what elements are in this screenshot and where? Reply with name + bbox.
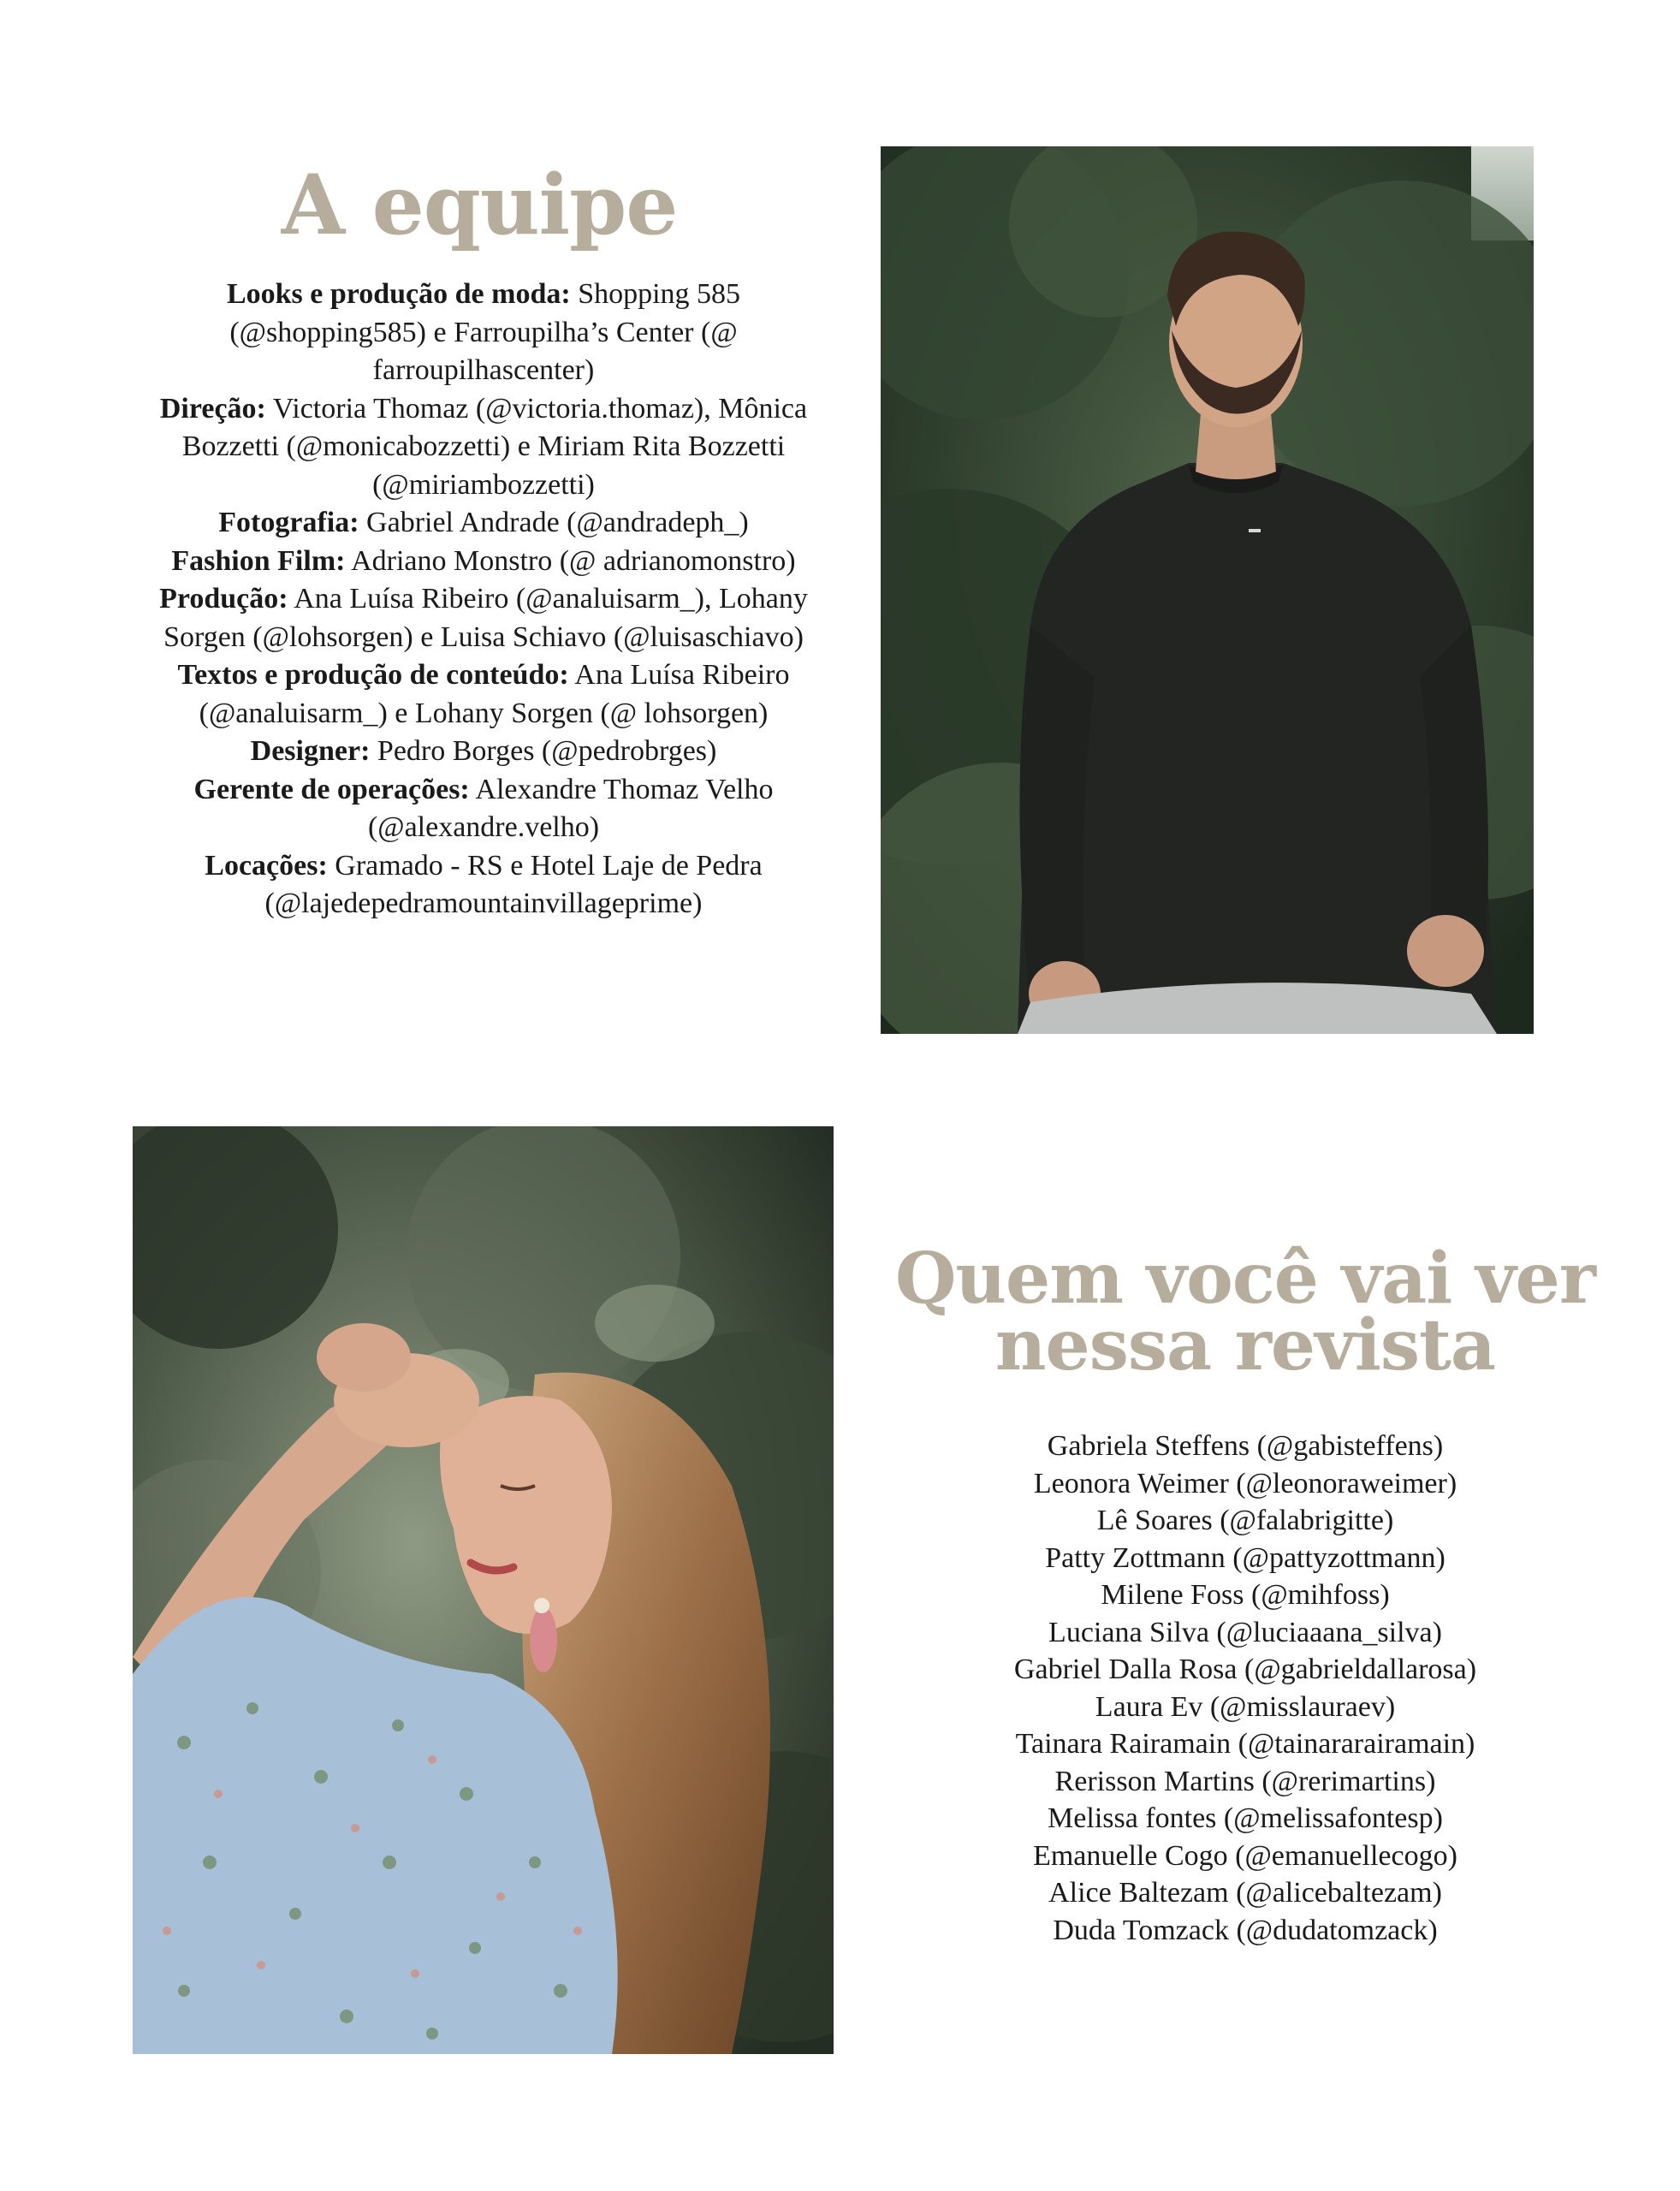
photo-woman-portrait xyxy=(133,1126,834,2054)
credit-content xyxy=(158,656,809,733)
credit-locations xyxy=(158,847,809,923)
list-item: Leonora Weimer (@leonoraweimer) xyxy=(1033,1467,1457,1499)
list-item: Tainara Rairamain (@tainararairamain) xyxy=(1015,1728,1475,1760)
list-item: Rerisson Martins (@rerimartins) xyxy=(1054,1765,1436,1797)
credit-text: Ana Luísa Ribeiro (@analuisarm_) e Lohany Sorgen (@ lohsorgen) xyxy=(199,659,790,729)
photo-man-portrait xyxy=(881,146,1534,1034)
credit-text: Pedro Borges (@pedrobrges) xyxy=(377,735,717,767)
credit-designer xyxy=(158,733,809,771)
credit-role: Locações: xyxy=(205,849,328,882)
credit-role: Gerente de operações: xyxy=(193,773,470,805)
team-credits xyxy=(158,276,809,923)
photo-woman-illustration xyxy=(133,1126,834,2054)
credit-operations xyxy=(158,771,809,847)
list-item: Lê Soares (@falabrigitte) xyxy=(1096,1505,1394,1536)
credit-text: Ana Luísa Ribeiro (@analuisarm_), Lohany Sorgen (@lohsorgen) e Luisa Schiavo (@luisaschiavo) xyxy=(163,583,808,653)
credit-role: Textos e produção de conteúdo: xyxy=(177,659,569,691)
list-item: Emanuelle Cogo (@emanuellecogo) xyxy=(1033,1839,1457,1872)
team-heading: A equipe xyxy=(281,157,678,253)
cast-list xyxy=(911,1428,1579,1949)
credit-role: Looks e produção de moda: xyxy=(226,278,571,310)
list-item: Gabriel Dalla Rosa (@gabrieldallarosa) xyxy=(1013,1654,1477,1685)
credit-text: Adriano Monstro (@ adrianomonstro) xyxy=(351,544,796,577)
list-item: Gabriela Steffens (@gabisteffens) xyxy=(1047,1430,1444,1462)
list-item: Luciana Silva (@luciaaana_silva) xyxy=(1048,1616,1442,1648)
credit-role: Fashion Film: xyxy=(171,544,346,577)
credit-text: Gramado - RS e Hotel Laje de Pedra (@lajedepedramountainvillageprime) xyxy=(264,849,763,919)
credit-text: Victoria Thomaz (@victoria.thomaz), Mônica Bozzetti (@monicabozzetti) e Miriam Rita Bozzetti (@miriambozzetti) xyxy=(181,392,808,501)
credit-fashion-film xyxy=(158,543,809,581)
credit-production xyxy=(158,580,809,656)
list-item: Alice Baltezam (@alicebaltezam) xyxy=(1048,1877,1442,1909)
list-item: Patty Zottmann (@pattyzottmann) xyxy=(1045,1541,1446,1574)
credit-role: Designer: xyxy=(250,735,371,767)
credit-direction xyxy=(158,390,809,505)
cast-heading: Quem você vai ver nessa revista xyxy=(894,1238,1595,1386)
credit-role: Produção: xyxy=(159,583,288,615)
photo-man-illustration xyxy=(881,146,1534,1034)
credit-role: Direção: xyxy=(159,392,266,425)
credit-looks xyxy=(158,276,809,390)
list-item: Milene Foss (@mihfoss) xyxy=(1101,1579,1390,1611)
list-item: Duda Tomzack (@dudatomzack) xyxy=(1053,1914,1438,1946)
credit-text: Gabriel Andrade (@andradeph_) xyxy=(366,507,749,538)
list-item: Melissa fontes (@melissafontesp) xyxy=(1048,1802,1443,1834)
credit-photography xyxy=(158,504,809,543)
credit-text: Shopping 585 (@shopping585) e Farroupilha’s Center (@ farroupilhascenter) xyxy=(229,278,741,386)
credit-text: Alexandre Thomaz Velho (@alexandre.velho) xyxy=(367,773,774,843)
credit-role: Fotografia: xyxy=(218,507,359,538)
list-item: Laura Ev (@misslauraev) xyxy=(1095,1690,1396,1723)
